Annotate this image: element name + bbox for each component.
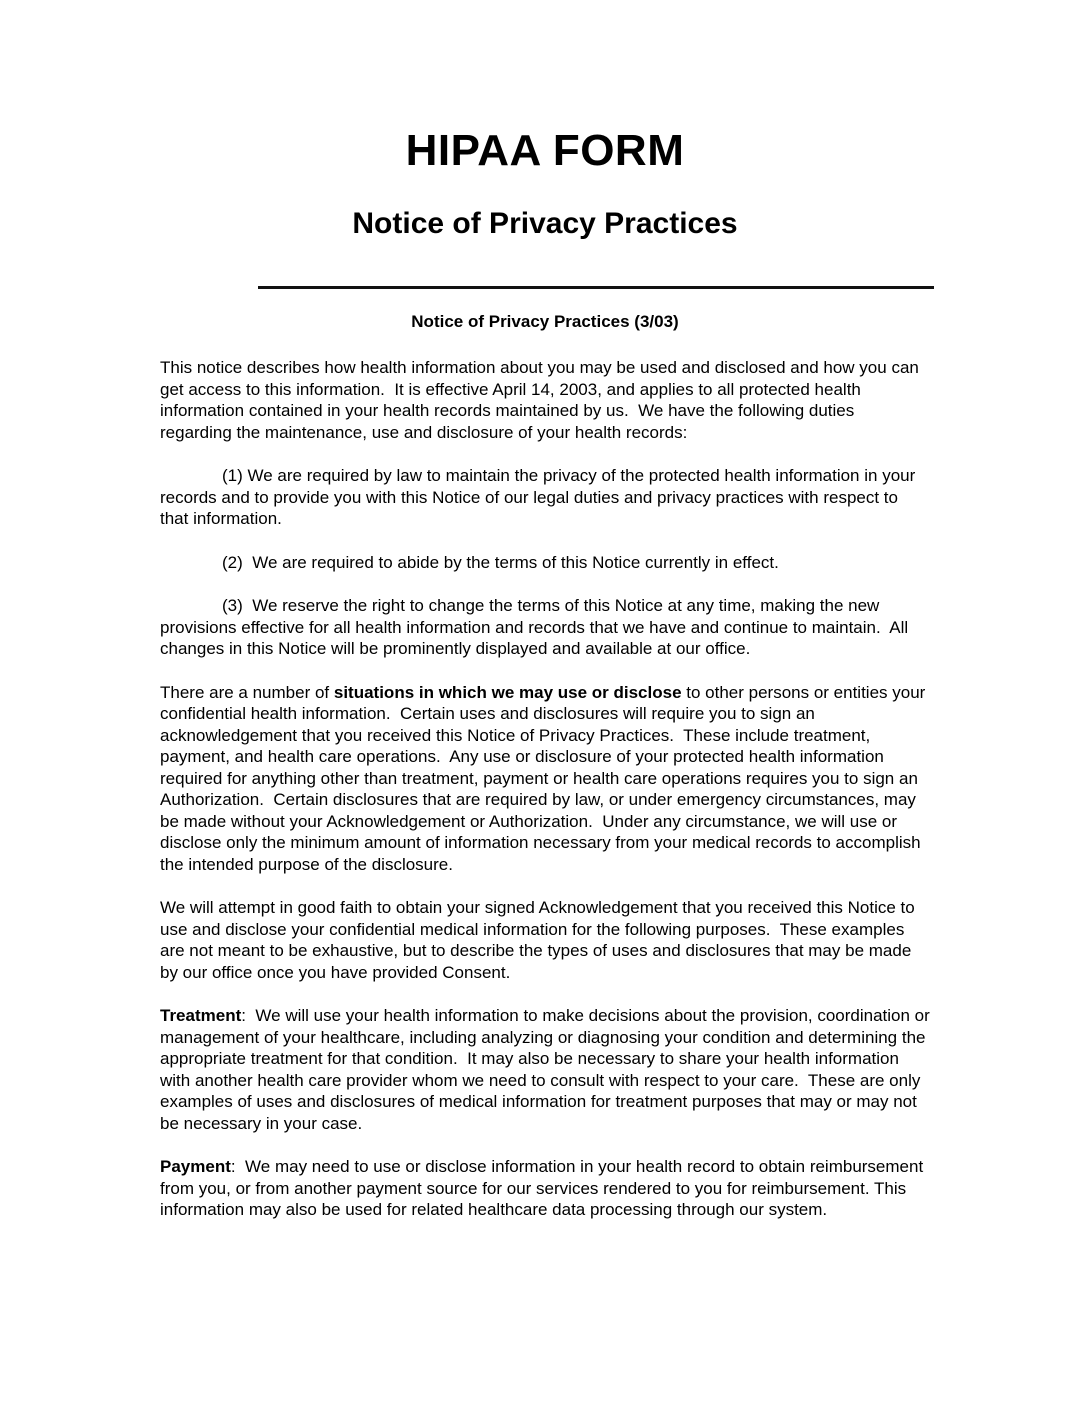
paragraph-text: : We will use your health information to make decisions about the provision, coordination or management of your healthcare, including analyzing or diagnosing your condition and determining the appropriate treatment for that condition. It may also be necessary to share your health information with another health care provider whom we need to consult with respect to your care. These are only examples of uses and disclosures of medical information for treatment purposes that may or may not be necessary in your case. xyxy=(160,1006,935,1133)
treatment-label: Treatment xyxy=(160,1006,242,1025)
document-subtitle: Notice of Privacy Practices xyxy=(352,207,738,240)
bold-phrase-use-or-disclose: situations in which we may use or disclose xyxy=(333,682,682,702)
paragraph-duty-3 xyxy=(160,595,930,660)
paragraph-payment xyxy=(160,1156,930,1221)
section-heading: Notice of Privacy Practices (3/03) xyxy=(411,312,679,331)
paragraph-text: We will attempt in good faith to obtain your signed Acknowledgement that you received this Notice to use and disclose your confidential medical information for the following purposes. These examples are not meant to be exhaustive, but to describe the types of uses and disclosures that may be made by our office once you have provided Consent. xyxy=(160,898,920,982)
paragraph-text: to other persons or entities your confidential health information. Certain uses and disclosures will require you to sign an acknowledgement that you received this Notice of Privacy Practices. These include treatment, payment, and health care operations. Any use or disclosure of your protected health information required for anything other than treatment, payment or health care operations requires you to sign an Authorization. Certain disclosures that are required by law, or under emergency circumstances, may be made without your Acknowledgement or Authorization. Under any circumstance, we will use or disclose only the minimum amount of information necessary from your medical records to accomplish the intended purpose of the disclosure. xyxy=(160,682,931,874)
divider-line xyxy=(258,286,934,289)
paragraph-acknowledgement xyxy=(160,897,930,983)
paragraph-duty-1 xyxy=(160,465,930,530)
paragraph-disclosure-situations xyxy=(160,682,930,876)
paragraph-treatment xyxy=(160,1005,935,1134)
document-content xyxy=(160,0,935,1221)
paragraph-text: : We may need to use or disclose information in your health record to obtain reimbursement from you, or from another payment source for our services rendered to you for reimbursement. This information may also be used for related healthcare data processing through our system. xyxy=(160,1157,928,1219)
paragraph-duty-2 xyxy=(160,552,930,574)
paragraph-text: (2) We are required to abide by the terms of this Notice currently in effect. xyxy=(222,552,779,572)
payment-label: Payment xyxy=(160,1157,231,1176)
paragraph-text: This notice describes how health information about you may be used and disclosed and how you can get access to this information. It is effective April 14, 2003, and applies to all protected health information contained in your health records maintained by us. We have the following duties regarding the maintenance, use and disclosure of your health records: xyxy=(160,358,924,442)
paragraph-text: There are a number of xyxy=(160,682,334,702)
paragraph-text: (1) We are required by law to maintain the privacy of the protected health information in your records and to provide you with this Notice of our legal duties and privacy practices with respect to that information. xyxy=(160,466,920,528)
document-title: HIPAA FORM xyxy=(405,126,685,175)
paragraph-intro xyxy=(160,357,930,443)
paragraph-text: (3) We reserve the right to change the terms of this Notice at any time, making the new provisions effective for all health information and records that we have and continue to maintain. All changes in this Notice will be prominently displayed and available at our office. xyxy=(160,596,913,658)
